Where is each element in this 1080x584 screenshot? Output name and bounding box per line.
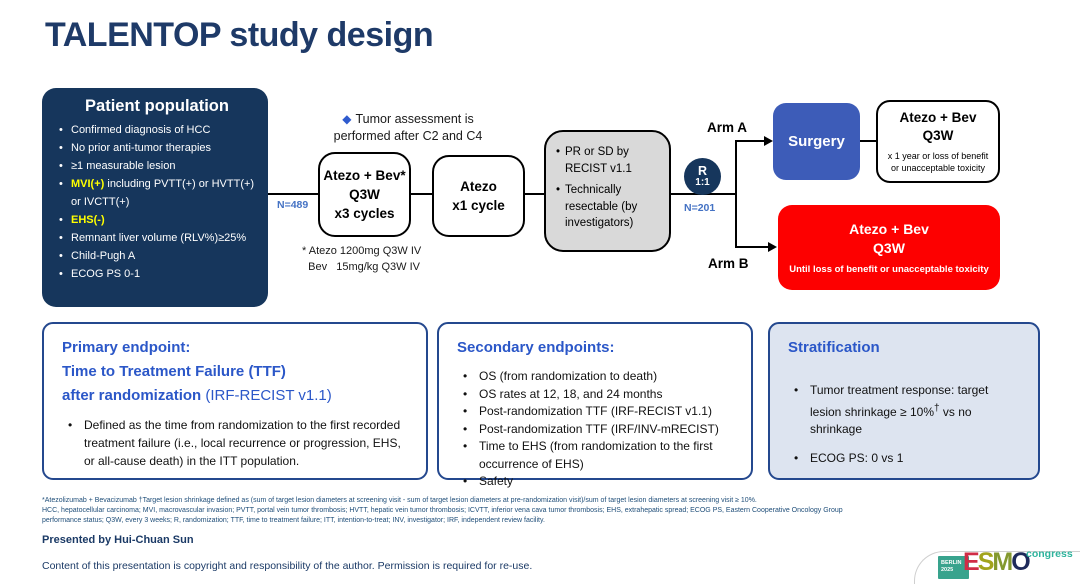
footnote-line: performance status; Q3W, every 3 weeks; R, randomization; TTF, time to treatment failure; ITT, intention-to-treat; INV, investigator; IRF, independent review facility. [42, 517, 545, 524]
patient-criterion: • MVI(+) including PVTT(+) or HVTT(+) or IVCTT(+) [56, 175, 258, 211]
n-enrolled-label: N=489 [277, 199, 309, 211]
patient-criterion: • Child-Pugh A [56, 247, 258, 265]
diamond-icon: ◆ [342, 112, 352, 126]
surgery-box: Surgery [773, 103, 860, 180]
secondary-endpoints-box [437, 322, 753, 488]
footnote-line: HCC, hepatocellular carcinoma; MVI, macrovascular invasion; PVTT, portal vein tumor thrombosis; HVTT, hepatic vein tumor thrombosis; ICVTT, inferior vena cava tumor thrombosis; EHS, extrahepatic spread; ECOG PS, Eastern Cooperative Oncology Group [42, 507, 843, 514]
criteria-item: • PR or SD by RECIST v1.1 [556, 144, 661, 177]
branch-line [735, 141, 737, 248]
secondary-endpoint-item: • Safety [457, 473, 737, 491]
arm-a-line [735, 140, 765, 142]
arm-a-outcome-box: Atezo + Bev Q3W x 1 year or loss of benefit or unacceptable toxicity [876, 100, 1000, 183]
arm-a-label: Arm A [707, 120, 748, 135]
connector-line [860, 140, 876, 142]
copyright-notice: Content of this presentation is copyright and responsibility of the author. Permission is required for re-use. [42, 560, 533, 572]
stratification-box [768, 322, 1040, 480]
secondary-endpoint-item: • Post-randomization TTF (IRF/INV-mRECIST) [457, 421, 737, 439]
secondary-endpoint-item: • OS (from randomization to death) [457, 368, 737, 386]
patient-criterion: • ≥1 measurable lesion [56, 157, 258, 175]
arm-b-line [735, 246, 769, 248]
connector-line [268, 193, 318, 195]
stratification-heading: Stratification [788, 339, 880, 356]
patient-criterion: • No prior anti-tumor therapies [56, 139, 258, 157]
criteria-box [544, 130, 671, 252]
secondary-endpoint-item: • Time to EHS (from randomization to the first occurrence of EHS) [457, 438, 737, 473]
arrow-icon [764, 136, 773, 146]
secondary-endpoint-item: • OS rates at 12, 18, and 24 months [457, 386, 737, 404]
induction-box: Atezo + Bev* Q3W x3 cycles [318, 152, 411, 237]
randomization-circle: R 1:1 [684, 158, 721, 195]
footnote-line: *Atezolizumab + Bevacizumab †Target lesion shrinkage defined as (sum of target lesion diameters at screening visit - sum of target lesion diameters at pre-randomization visit)/sum of target lesion diameters at screening visit ≥ 10%. [42, 497, 757, 504]
footnotes [42, 496, 1052, 526]
patient-criterion: • ECOG PS 0-1 [56, 265, 258, 283]
primary-endpoint-bullet: • Defined as the time from randomization to the first recorded treatment failure (i.e., local recurrence or progression, EHS, or all-cause death) in the ITT population. [62, 416, 412, 470]
n-randomized-label: N=201 [684, 202, 716, 214]
connector-line [411, 193, 432, 195]
secondary-endpoint-item: • Post-randomization TTF (IRF-RECIST v1.1) [457, 403, 737, 421]
presenter-credit: Presented by Hui-Chuan Sun [42, 534, 194, 546]
assessment-note: ◆ Tumor assessment is performed after C2 and C4 [333, 112, 483, 143]
esmo-congress-logo [930, 543, 1080, 584]
patient-criterion: • Remnant liver volume (RLV%)≥25% [56, 229, 258, 247]
logo-congress-label: congress [1026, 548, 1073, 560]
patient-population-heading: Patient population [85, 97, 229, 115]
consolidation-box: Atezo x1 cycle [432, 155, 525, 237]
stratification-item: • ECOG PS: 0 vs 1 [788, 450, 1024, 468]
page-title: TALENTOP study design [45, 16, 434, 54]
connector-line [525, 193, 544, 195]
logo-esmo-wordmark: ESMO [963, 548, 1029, 576]
criteria-item: • Technically resectable (by investigators) [556, 182, 661, 232]
stratification-item: • Tumor treatment response: target lesion shrinkage ≥ 10%† vs no shrinkage [788, 382, 1024, 439]
secondary-endpoints-heading: Secondary endpoints: [457, 339, 615, 356]
patient-criterion: • Confirmed diagnosis of HCC [56, 121, 258, 139]
patient-population-box [42, 88, 268, 307]
primary-endpoint-box [42, 322, 428, 480]
arm-b-label: Arm B [708, 256, 749, 271]
primary-endpoint-heading: Primary endpoint: Time to Treatment Failure (TTF) after randomization (IRF-RECIST v1.1) [62, 339, 332, 404]
arm-b-outcome-box: Atezo + Bev Q3W Until loss of benefit or unacceptable toxicity [778, 205, 1000, 290]
patient-criterion: • EHS(-) [56, 211, 258, 229]
logo-venue-badge: BERLIN 2025 [938, 556, 969, 579]
patient-population-list [56, 121, 258, 283]
dosing-note: * Atezo 1200mg Q3W IV Bev 15mg/kg Q3W IV [302, 245, 422, 273]
arrow-icon [768, 242, 777, 252]
